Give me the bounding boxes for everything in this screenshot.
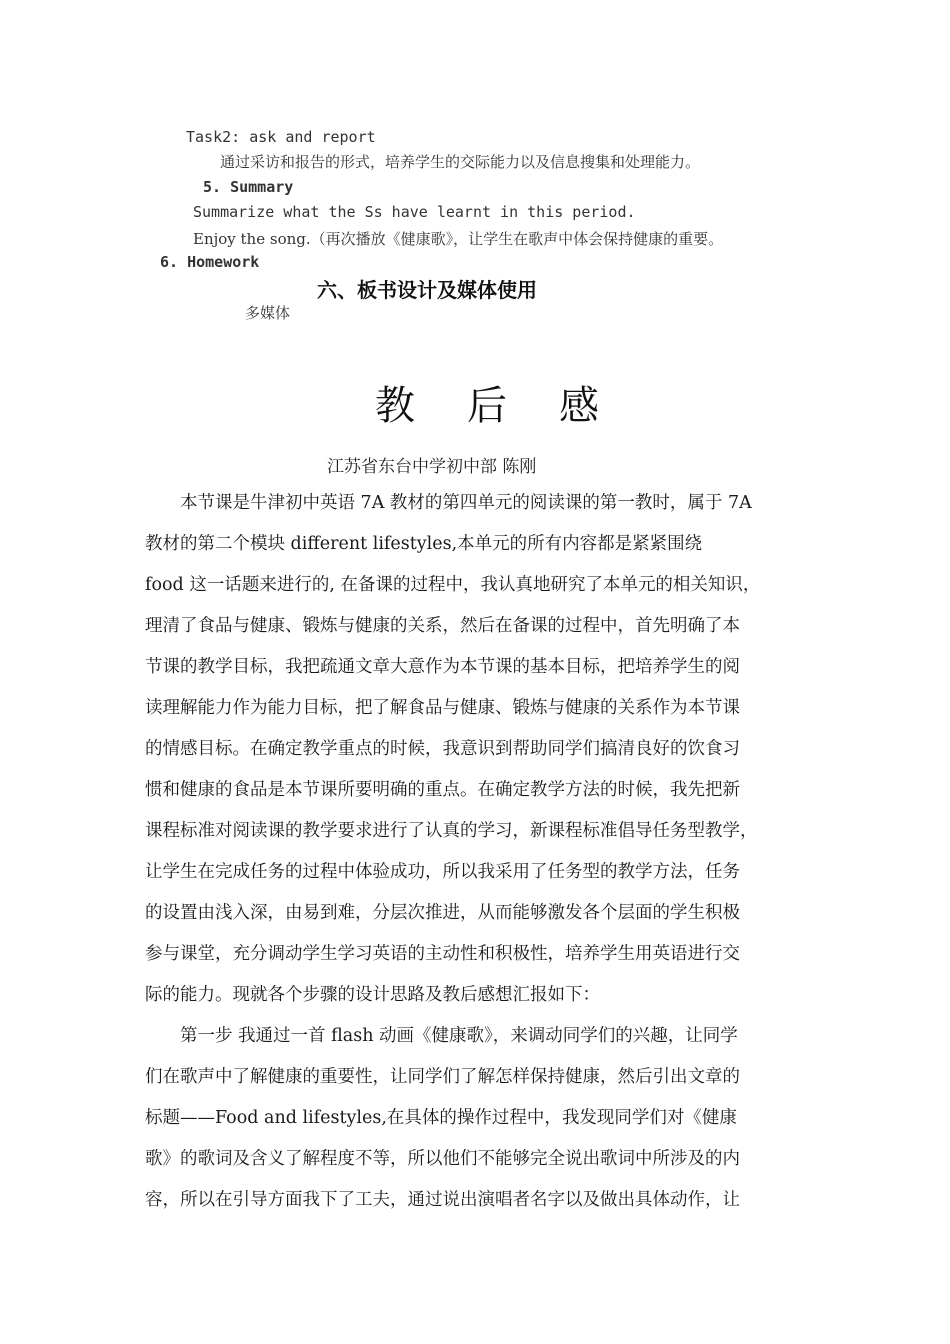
- section-six-heading: 六、板书设计及媒体使用: [317, 278, 537, 302]
- body-line: food 这一话题来进行的, 在备课的过程中，我认真地研究了本单元的相关知识，: [145, 575, 761, 595]
- author-line: 江苏省东台中学初中部 陈刚: [327, 457, 537, 477]
- summary-heading: 5. Summary: [203, 178, 294, 196]
- body-line: 际的能力。现就各个步骤的设计思路及教后感想汇报如下：: [145, 985, 600, 1005]
- body-line: 教材的第二个模块 different lifestyles,本单元的所有内容都是紧紧围绕: [145, 534, 703, 554]
- summary-line-2: Enjoy the song.（再次播放《健康歌》，让学生在歌声中体会保持健康的重要。: [193, 230, 724, 248]
- page-title: 教后感: [375, 383, 651, 429]
- body-line: 节课的教学目标，我把疏通文章大意作为本节课的基本目标，把培养学生的阅: [145, 657, 740, 677]
- homework-heading: 6. Homework: [160, 253, 260, 271]
- body-line: 标题——Food and lifestyles,在具体的操作过程中，我发现同学们对《健康: [145, 1108, 737, 1128]
- summary-line-1: Summarize what the Ss have learnt in this period.: [193, 203, 636, 221]
- body-line: 歌》的歌词及含义了解程度不等，所以他们不能够完全说出歌词中所涉及的内: [145, 1149, 740, 1169]
- body-line: 的情感目标。在确定教学重点的时候，我意识到帮助同学们搞清良好的饮食习: [145, 739, 740, 759]
- task2-title: Task2: ask and report: [186, 128, 376, 146]
- body-line: 的设置由浅入深，由易到难，分层次推进，从而能够激发各个层面的学生积极: [145, 903, 740, 923]
- media-text: 多媒体: [245, 304, 291, 322]
- body-line: 课程标准对阅读课的教学要求进行了认真的学习，新课程标准倡导任务型教学，: [145, 821, 758, 841]
- body-line: 容，所以在引导方面我下了工夫，通过说出演唱者名字以及做出具体动作，让: [145, 1190, 740, 1210]
- body-line: 本节课是牛津初中英语 7A 教材的第四单元的阅读课的第一教时，属于 7A: [145, 493, 752, 513]
- body-line: 读理解能力作为能力目标，把了解食品与健康、锻炼与健康的关系作为本节课: [145, 698, 740, 718]
- task2-description: 通过采访和报告的形式，培养学生的交际能力以及信息搜集和处理能力。: [220, 153, 701, 171]
- body-line: 让学生在完成任务的过程中体验成功，所以我采用了任务型的教学方法，任务: [145, 862, 740, 882]
- body-line: 们在歌声中了解健康的重要性，让同学们了解怎样保持健康，然后引出文章的: [145, 1067, 740, 1087]
- body-line: 理清了食品与健康、锻炼与健康的关系，然后在备课的过程中，首先明确了本: [145, 616, 740, 636]
- body-line: 参与课堂，充分调动学生学习英语的主动性和积极性，培养学生用英语进行交: [145, 944, 740, 964]
- body-line: 第一步 我通过一首 flash 动画《健康歌》，来调动同学们的兴趣，让同学: [145, 1026, 738, 1046]
- body-line: 惯和健康的食品是本节课所要明确的重点。在确定教学方法的时候，我先把新: [145, 780, 740, 800]
